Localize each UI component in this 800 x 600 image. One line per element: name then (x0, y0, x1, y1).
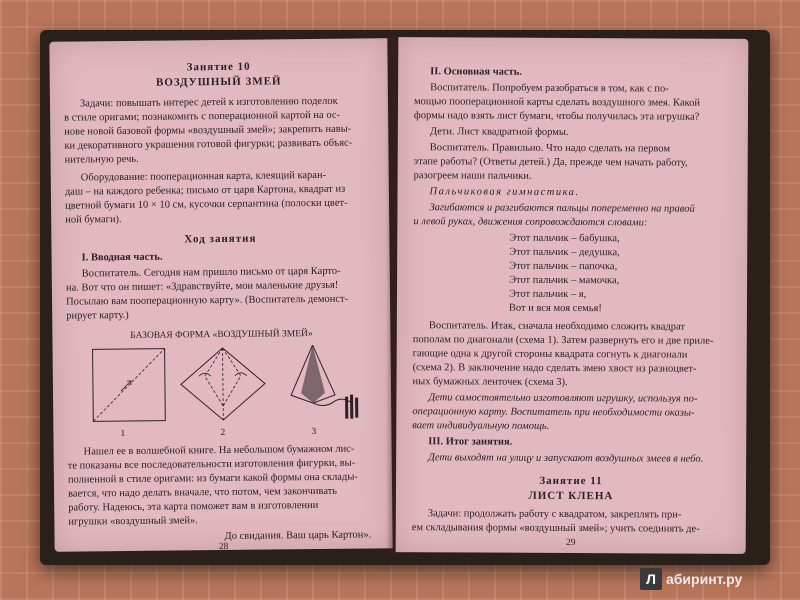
main-line: мощью пооперационной карты сделать воздушного змея. Какой (413, 96, 700, 109)
letter-line: Нашел ее в волшебной книге. На небольшом бумажном лис- (83, 443, 355, 458)
lesson-11-title: Занятие 11 (539, 474, 603, 488)
equipment-line: ной бумаги). (65, 214, 122, 226)
diagram-number-3: 3 (311, 427, 317, 438)
right-page (396, 37, 749, 554)
scheme-1-square (93, 349, 166, 422)
gym-instruction: Загибаются и разгибаются пальцы попеременно на правой (429, 202, 695, 215)
letter-signoff: До свидания. Ваш царь Картон». (224, 529, 372, 542)
intro-line: рирует карту.) (66, 309, 129, 322)
tasks-line: нительную речь. (64, 153, 139, 166)
diagram-number-1: 1 (120, 429, 126, 440)
left-page (49, 38, 392, 552)
scheme-2-folded-square (181, 348, 266, 421)
independent-work-line: операционную карту. Воспитатель при необходимости оказы- (412, 406, 695, 419)
main-line: разогреем наши пальчики. (413, 170, 532, 182)
instruction-line: Воспитатель. Итак, сначала необходимо сложить квадрат (428, 320, 685, 333)
poem-line: Этот пальчик – дедушка, (509, 246, 620, 259)
course-heading: Ход занятия (184, 232, 257, 246)
lesson-11-subtitle: ЛИСТ КЛЕНА (528, 489, 614, 503)
independent-work-line: Дети самостоятельно изготовляют игрушку, используя по- (428, 392, 698, 405)
kite-base-form-diagram (73, 344, 374, 427)
intro-heading: I. Вводная часть. (81, 251, 163, 264)
page-number-left: 28 (218, 541, 229, 553)
tasks-11-line: ем складывания формы «воздушный змей»; учить соединять де- (411, 522, 700, 535)
equipment-line: Оборудование: пооперационная карта, клеящий каран- (80, 169, 327, 184)
page-number-right: 29 (565, 537, 576, 549)
instruction-line: гающие одна к другой стороны квадрата согнуть к диагонали (412, 348, 688, 361)
labirint-logo-icon: Л (640, 568, 662, 590)
letter-line: полненной в стиле оригами: из бумаги какой формы она склады- (67, 471, 358, 486)
intro-line: Воспитатель. Сегодня нам пришло письмо от царя Карто- (81, 265, 341, 280)
instruction-line: (схема 2). В заключение надо сделать змею хвост из разноцвет- (412, 362, 697, 375)
letter-line: вается, что надо делать вначале, что потом, чем закончивать (68, 485, 338, 500)
instruction-line: ных бумажных ленточек (схема 3). (412, 376, 568, 388)
diagram-caption: БАЗОВАЯ ФОРМА «ВОЗДУШНЫЙ ЗМЕЙ» (130, 329, 313, 341)
intro-line: Посылаю вам пооперационную карту». (Воспитатель демонст- (66, 293, 349, 308)
main-line: Воспитатель. Попробуем разобраться в том, как с по- (430, 82, 669, 95)
tasks-line: нове новой базовой формы «воздушный змей»; закрепить навы- (64, 123, 352, 138)
children-answer: Дети. Лист квадратной формы. (429, 126, 569, 138)
letter-line: игрушки «воздушный змей». (68, 515, 198, 528)
main-line: формы надо взять лист бумаги, чтобы получилась эта игрушка? (413, 110, 700, 123)
gym-instruction: и левой руках, движения сопровождаются словами: (413, 216, 648, 229)
poem-line: Этот пальчик – бабушка, (509, 232, 620, 245)
result-heading: III. Итог занятия. (428, 436, 513, 448)
lesson-10-title: Занятие 10 (186, 60, 251, 74)
lesson-10-subtitle: ВОЗДУШНЫЙ ЗМЕЙ (155, 75, 282, 89)
letter-line: работу. Надеюсь, эта карта поможет вам в изготовлении (68, 499, 319, 514)
labirint-watermark (640, 566, 790, 592)
poem-line: Этот пальчик – я, (508, 288, 587, 301)
equipment-line: даш – на каждого ребенка; письмо от царя Картона, квадрат из (64, 183, 346, 198)
diagram-number-2: 2 (220, 427, 226, 439)
main-part-heading: II. Основная часть. (430, 66, 522, 78)
tasks-line: Задачи: повышать интерес детей к изготовлению поделок (79, 95, 338, 110)
main-line: Воспитатель. Правильно. Что надо сделать на первом (429, 142, 671, 155)
independent-work-line: вает индивидуальную помощь. (412, 420, 550, 432)
tasks-11-line: Задачи: продолжать работу с квадратом, закреплять при- (427, 508, 682, 521)
poem-line: Вот и вся моя семья! (508, 302, 602, 315)
finger-gym-heading: Пальчиковая гимнастика. (429, 186, 580, 199)
poem-line: Этот пальчик – мамочка, (509, 274, 620, 287)
tasks-line: ки декоративного украшения готовой фигурки; развивать объяс- (64, 137, 353, 152)
letter-line: те показаны все последовательности изготовления фигурки, вы- (67, 457, 356, 472)
scheme-3-kite-with-tail (291, 345, 359, 420)
equipment-line: цветной бумаги 10 × 10 см, кусочки серпантина (полоски цвет- (65, 197, 348, 212)
tasks-line: в стиле оригами; познакомить с поперационной картой на ос- (64, 109, 341, 124)
main-line: этапе работы? (Ответы детей.) Да, прежде чем начать работу, (413, 156, 688, 169)
poem-line: Этот пальчик – папочка, (509, 260, 618, 273)
intro-line: на. Вот что он пишет: «Здравствуйте, мои маленькие друзья! (65, 279, 339, 294)
result-line: Дети выходят на улицу и запускают воздушных змеев в небо. (428, 452, 704, 465)
watermark-text: абиринт.ру (666, 571, 743, 587)
instruction-line: пополам по диагонали (схема 1). Затем развернуть его и две приле- (412, 334, 714, 347)
